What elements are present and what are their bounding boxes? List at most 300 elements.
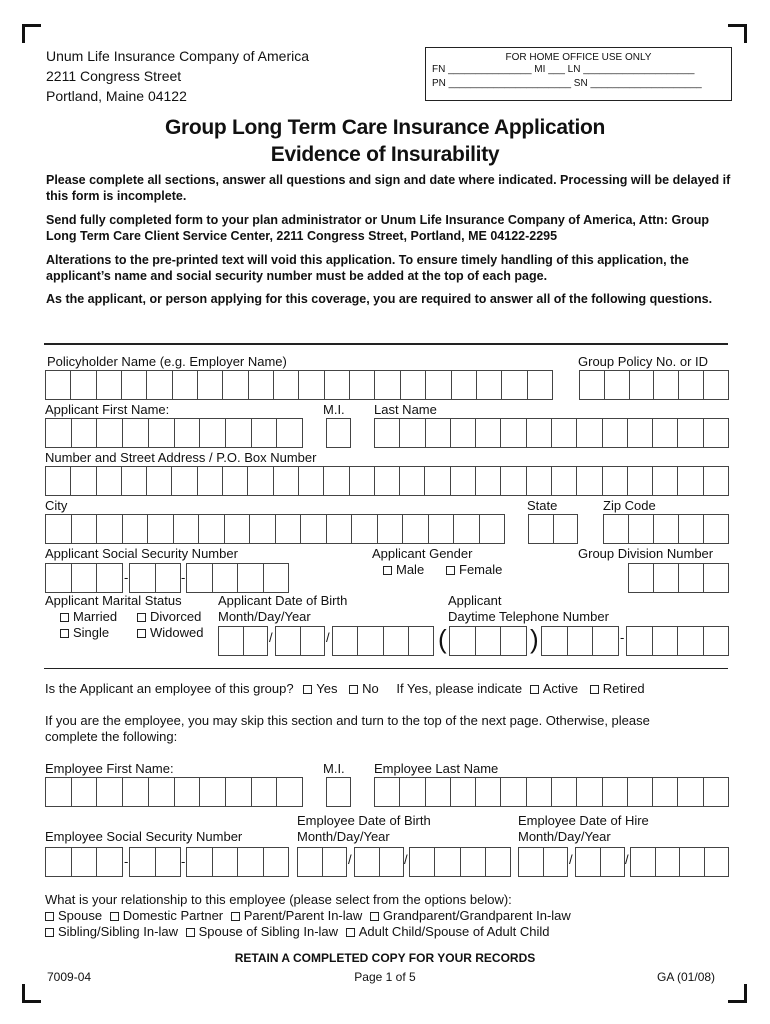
employee-dob-format-label: Month/Day/Year: [297, 829, 390, 844]
character-cell[interactable]: [486, 848, 510, 876]
character-cell[interactable]: [301, 627, 325, 655]
character-cell[interactable]: [175, 778, 201, 806]
character-cell[interactable]: [72, 848, 98, 876]
employee-question-text: Is the Applicant an employee of this group?: [45, 681, 294, 696]
character-cell[interactable]: [147, 371, 172, 399]
spouse-label: Spouse: [58, 908, 103, 923]
yes-option[interactable]: [303, 681, 337, 696]
employee-dob-year-field[interactable]: [409, 847, 511, 877]
relationship-option[interactable]: [110, 908, 223, 923]
character-cell[interactable]: [601, 848, 625, 876]
character-cell[interactable]: [461, 848, 486, 876]
character-cell[interactable]: [629, 564, 654, 592]
character-cell[interactable]: [429, 515, 455, 543]
character-cell[interactable]: [678, 419, 703, 447]
employee-ssn-part-3[interactable]: [186, 847, 289, 877]
character-cell[interactable]: [97, 564, 122, 592]
character-cell[interactable]: [97, 778, 123, 806]
character-cell[interactable]: [552, 467, 577, 495]
character-cell[interactable]: [327, 778, 350, 806]
character-cell[interactable]: [130, 848, 156, 876]
character-cell[interactable]: [426, 778, 451, 806]
character-cell[interactable]: [375, 419, 400, 447]
character-cell[interactable]: [631, 848, 656, 876]
form-title-line-1: Group Long Term Care Insurance Application: [164, 116, 606, 139]
relationship-option[interactable]: [45, 908, 102, 923]
character-cell[interactable]: [577, 419, 602, 447]
character-cell[interactable]: [277, 419, 302, 447]
character-cell[interactable]: [175, 419, 201, 447]
company-street: 2211 Congress Street: [46, 68, 182, 84]
character-cell[interactable]: [653, 467, 678, 495]
character-cell[interactable]: [97, 419, 123, 447]
group-division-field[interactable]: [628, 563, 729, 593]
ssn-part-2[interactable]: [129, 563, 181, 593]
character-cell[interactable]: [264, 564, 289, 592]
character-cell[interactable]: [46, 515, 72, 543]
character-cell[interactable]: [603, 778, 628, 806]
home-office-row-2: PN ______________________ SN ____________________: [432, 78, 702, 89]
character-cell[interactable]: [527, 778, 552, 806]
retired-option[interactable]: [590, 681, 645, 696]
section-divider: [44, 668, 728, 669]
character-cell[interactable]: [264, 848, 289, 876]
phone-dash: -: [620, 630, 625, 645]
relationship-option[interactable]: [370, 908, 571, 923]
divorced-option[interactable]: [137, 609, 201, 625]
character-cell[interactable]: [477, 371, 502, 399]
employee-ssn-part-1[interactable]: [45, 847, 123, 877]
character-cell[interactable]: [476, 467, 501, 495]
character-cell[interactable]: [198, 467, 223, 495]
instruction-3: Alterations to the pre-printed text will void this application. To ensure timely handling of this application, the applicant’s name and social security number must be added at the top of each page.: [46, 253, 689, 283]
character-cell[interactable]: [298, 848, 323, 876]
zip-field[interactable]: [603, 514, 729, 544]
married-label: Married: [73, 609, 118, 624]
character-cell[interactable]: [603, 467, 628, 495]
character-cell[interactable]: [604, 515, 629, 543]
character-cell[interactable]: [544, 848, 568, 876]
character-cell[interactable]: [156, 848, 181, 876]
instruction-2: Send fully completed form to your plan administrator or Unum Life Insurance Company of America, Attn: Group Long Term Care Client Service Center, 2211 Congress Street, Portland, ME 04122-2295: [46, 213, 710, 243]
character-cell[interactable]: [527, 467, 552, 495]
address-field[interactable]: [45, 466, 729, 496]
character-cell[interactable]: [46, 467, 71, 495]
single-label: Single: [73, 625, 110, 640]
employee-last-name-field[interactable]: [374, 777, 729, 807]
grandparent-checkbox[interactable]: [370, 912, 379, 921]
character-cell[interactable]: [576, 848, 601, 876]
character-cell[interactable]: [46, 371, 71, 399]
character-cell[interactable]: [301, 515, 327, 543]
date-slash: /: [269, 630, 273, 645]
character-cell[interactable]: [71, 371, 96, 399]
ssn-dash: -: [124, 854, 129, 869]
character-cell[interactable]: [654, 371, 679, 399]
character-cell[interactable]: [225, 515, 251, 543]
employee-hire-label: Employee Date of Hire: [518, 813, 649, 828]
character-cell[interactable]: [476, 778, 501, 806]
character-cell[interactable]: [403, 515, 429, 543]
character-cell[interactable]: [358, 627, 383, 655]
character-cell[interactable]: [450, 627, 476, 655]
date-slash: /: [625, 852, 629, 867]
company-name: Unum Life Insurance Company of America: [46, 48, 310, 64]
character-cell[interactable]: [501, 419, 526, 447]
character-cell[interactable]: [352, 515, 378, 543]
mi-field[interactable]: [326, 418, 351, 448]
character-cell[interactable]: [276, 627, 301, 655]
character-cell[interactable]: [248, 467, 273, 495]
character-cell[interactable]: [628, 467, 653, 495]
spouse-checkbox[interactable]: [45, 912, 54, 921]
character-cell[interactable]: [605, 371, 630, 399]
character-cell[interactable]: [333, 627, 358, 655]
character-cell[interactable]: [274, 467, 299, 495]
character-cell[interactable]: [628, 778, 653, 806]
first-name-field[interactable]: [45, 418, 303, 448]
character-cell[interactable]: [156, 564, 181, 592]
domestic-partner-checkbox[interactable]: [110, 912, 119, 921]
character-cell[interactable]: [122, 371, 147, 399]
character-cell[interactable]: [355, 848, 380, 876]
city-field[interactable]: [45, 514, 505, 544]
character-cell[interactable]: [375, 467, 400, 495]
no-checkbox[interactable]: [349, 685, 358, 694]
character-cell[interactable]: [149, 419, 175, 447]
character-cell[interactable]: [678, 467, 703, 495]
character-cell[interactable]: [653, 627, 679, 655]
character-cell[interactable]: [501, 627, 526, 655]
character-cell[interactable]: [327, 515, 353, 543]
character-cell[interactable]: [130, 564, 156, 592]
character-cell[interactable]: [704, 515, 728, 543]
character-cell[interactable]: [148, 515, 174, 543]
character-cell[interactable]: [122, 467, 147, 495]
character-cell[interactable]: [72, 778, 98, 806]
character-cell[interactable]: [435, 848, 460, 876]
character-cell[interactable]: [72, 419, 98, 447]
character-cell[interactable]: [409, 627, 433, 655]
character-cell[interactable]: [627, 627, 653, 655]
male-label: Male: [396, 562, 425, 577]
character-cell[interactable]: [200, 778, 226, 806]
single-checkbox[interactable]: [60, 629, 69, 638]
phone-line-field[interactable]: [626, 626, 729, 656]
last-name-label: Last Name: [374, 402, 437, 417]
character-cell[interactable]: [519, 848, 544, 876]
date-slash: /: [348, 852, 352, 867]
character-cell[interactable]: [97, 515, 123, 543]
character-cell[interactable]: [380, 848, 404, 876]
character-cell[interactable]: [226, 778, 252, 806]
company-city: Portland, Maine 04122: [46, 88, 187, 104]
character-cell[interactable]: [580, 371, 605, 399]
character-cell[interactable]: [400, 778, 425, 806]
female-checkbox[interactable]: [446, 566, 455, 575]
character-cell[interactable]: [238, 848, 264, 876]
phone-area-code-field[interactable]: [449, 626, 527, 656]
relationship-option[interactable]: [186, 924, 338, 939]
character-cell[interactable]: [71, 467, 96, 495]
character-cell[interactable]: [577, 467, 602, 495]
gender-female-option[interactable]: [446, 562, 502, 578]
character-cell[interactable]: [123, 515, 149, 543]
character-cell[interactable]: [451, 419, 476, 447]
character-cell[interactable]: [46, 778, 72, 806]
character-cell[interactable]: [123, 778, 149, 806]
character-cell[interactable]: [654, 515, 679, 543]
employee-hire-format-label: Month/Day/Year: [518, 829, 611, 844]
single-option[interactable]: [60, 625, 109, 641]
character-cell[interactable]: [400, 419, 425, 447]
character-cell[interactable]: [378, 515, 404, 543]
character-cell[interactable]: [147, 467, 172, 495]
character-cell[interactable]: [704, 467, 728, 495]
character-cell[interactable]: [426, 371, 451, 399]
state-field[interactable]: [528, 514, 578, 544]
character-cell[interactable]: [704, 627, 729, 655]
character-cell[interactable]: [350, 371, 375, 399]
corner-mark-bottom-left: [22, 984, 41, 1003]
married-option[interactable]: [60, 609, 117, 625]
character-cell[interactable]: [400, 467, 425, 495]
character-cell[interactable]: [198, 371, 223, 399]
character-cell[interactable]: [219, 627, 244, 655]
ssn-dash: -: [181, 854, 186, 869]
last-name-field[interactable]: [374, 418, 729, 448]
character-cell[interactable]: [476, 419, 501, 447]
employee-first-name-field[interactable]: [45, 777, 303, 807]
divorced-checkbox[interactable]: [137, 613, 146, 622]
character-cell[interactable]: [325, 371, 350, 399]
character-cell[interactable]: [384, 627, 409, 655]
character-cell[interactable]: [678, 778, 703, 806]
character-cell[interactable]: [629, 515, 654, 543]
dob-day-field[interactable]: [275, 626, 325, 656]
character-cell[interactable]: [628, 419, 653, 447]
character-cell[interactable]: [425, 467, 450, 495]
character-cell[interactable]: [97, 371, 122, 399]
character-cell[interactable]: [679, 564, 704, 592]
character-cell[interactable]: [705, 848, 729, 876]
character-cell[interactable]: [679, 515, 704, 543]
home-office-title: FOR HOME OFFICE USE ONLY: [505, 52, 652, 63]
character-cell[interactable]: [276, 515, 302, 543]
spouse-of-sibling-checkbox[interactable]: [186, 928, 195, 937]
character-cell[interactable]: [426, 419, 451, 447]
relationship-option[interactable]: [45, 924, 178, 939]
character-cell[interactable]: [187, 848, 213, 876]
character-cell[interactable]: [97, 467, 122, 495]
employee-hire-month-field[interactable]: [518, 847, 568, 877]
policyholder-name-field[interactable]: [45, 370, 553, 400]
character-cell[interactable]: [501, 467, 526, 495]
character-cell[interactable]: [223, 467, 248, 495]
sibling-label: Sibling/Sibling In-law: [58, 924, 178, 939]
character-cell[interactable]: [452, 371, 477, 399]
character-cell[interactable]: [542, 627, 568, 655]
employee-hire-day-field[interactable]: [575, 847, 625, 877]
relationship-question: What is your relationship to this employee (please select from the options below):: [45, 892, 512, 907]
relationship-option[interactable]: [231, 908, 363, 923]
no-label: No: [362, 681, 379, 696]
character-cell[interactable]: [199, 515, 225, 543]
character-cell[interactable]: [680, 848, 705, 876]
active-checkbox[interactable]: [530, 685, 539, 694]
character-cell[interactable]: [173, 371, 198, 399]
city-label: City: [45, 498, 68, 513]
character-cell[interactable]: [46, 564, 72, 592]
character-cell[interactable]: [375, 778, 400, 806]
character-cell[interactable]: [324, 467, 349, 495]
character-cell[interactable]: [223, 371, 248, 399]
form-version: GA (01/08): [657, 970, 716, 984]
character-cell[interactable]: [502, 371, 527, 399]
grandparent-label: Grandparent/Grandparent In-law: [382, 908, 571, 923]
employee-last-name-label: Employee Last Name: [374, 761, 499, 776]
character-cell[interactable]: [451, 467, 476, 495]
sibling-checkbox[interactable]: [45, 928, 54, 937]
character-cell[interactable]: [350, 467, 375, 495]
instruction-1: Please complete all sections, answer all questions and sign and date where indicated. Processing will be delayed if this form is incomplete.: [46, 173, 731, 203]
male-checkbox[interactable]: [383, 566, 392, 575]
character-cell[interactable]: [213, 564, 239, 592]
character-cell[interactable]: [454, 515, 480, 543]
character-cell[interactable]: [299, 467, 324, 495]
employee-mi-label: M.I.: [323, 761, 345, 776]
dob-label: Applicant Date of Birth: [218, 593, 348, 608]
character-cell[interactable]: [401, 371, 426, 399]
character-cell[interactable]: [554, 515, 578, 543]
character-cell[interactable]: [480, 515, 505, 543]
character-cell[interactable]: [704, 778, 728, 806]
ssn-part-1[interactable]: [45, 563, 123, 593]
character-cell[interactable]: [410, 848, 435, 876]
group-division-label: Group Division Number: [578, 546, 714, 561]
dob-year-field[interactable]: [332, 626, 434, 656]
character-cell[interactable]: [97, 848, 122, 876]
widowed-option[interactable]: [137, 625, 203, 641]
character-cell[interactable]: [252, 419, 278, 447]
widowed-checkbox[interactable]: [137, 629, 146, 638]
character-cell[interactable]: [630, 371, 655, 399]
gender-label: Applicant Gender: [372, 546, 473, 561]
ssn-dash: -: [124, 570, 129, 585]
employee-dob-label: Employee Date of Birth: [297, 813, 431, 828]
character-cell[interactable]: [327, 419, 350, 447]
character-cell[interactable]: [528, 371, 552, 399]
character-cell[interactable]: [172, 467, 197, 495]
group-policy-field[interactable]: [579, 370, 729, 400]
marital-label: Applicant Marital Status: [45, 593, 182, 608]
relationship-option[interactable]: [346, 924, 550, 939]
character-cell[interactable]: [653, 778, 678, 806]
character-cell[interactable]: [323, 848, 347, 876]
married-checkbox[interactable]: [60, 613, 69, 622]
yes-label: Yes: [316, 681, 338, 696]
character-cell[interactable]: [174, 515, 200, 543]
dob-month-field[interactable]: [218, 626, 268, 656]
character-cell[interactable]: [72, 564, 98, 592]
character-cell[interactable]: [46, 419, 72, 447]
character-cell[interactable]: [654, 564, 679, 592]
character-cell[interactable]: [252, 778, 278, 806]
character-cell[interactable]: [249, 371, 274, 399]
active-label: Active: [542, 681, 579, 696]
first-name-label: Applicant First Name:: [45, 402, 170, 417]
character-cell[interactable]: [375, 371, 400, 399]
phone-label-1: Applicant: [448, 593, 502, 608]
character-cell[interactable]: [704, 564, 728, 592]
character-cell[interactable]: [476, 627, 502, 655]
character-cell[interactable]: [299, 371, 324, 399]
character-cell[interactable]: [593, 627, 618, 655]
character-cell[interactable]: [149, 778, 175, 806]
ssn-part-3[interactable]: [186, 563, 289, 593]
character-cell[interactable]: [704, 419, 728, 447]
character-cell[interactable]: [187, 564, 213, 592]
spouse-of-sibling-label: Spouse of Sibling In-law: [198, 924, 339, 939]
adult-child-checkbox[interactable]: [346, 928, 355, 937]
character-cell[interactable]: [603, 419, 628, 447]
employee-hire-year-field[interactable]: [630, 847, 729, 877]
retain-notice: RETAIN A COMPLETED COPY FOR YOUR RECORDS: [234, 951, 536, 965]
employee-ssn-label: Employee Social Security Number: [45, 829, 243, 844]
character-cell[interactable]: [274, 371, 299, 399]
character-cell[interactable]: [577, 778, 602, 806]
character-cell[interactable]: [250, 515, 276, 543]
character-cell[interactable]: [501, 778, 526, 806]
character-cell[interactable]: [679, 371, 704, 399]
parent-checkbox[interactable]: [231, 912, 240, 921]
active-option[interactable]: [530, 681, 578, 696]
employee-ssn-part-2[interactable]: [129, 847, 181, 877]
ssn-label: Applicant Social Security Number: [45, 546, 238, 561]
character-cell[interactable]: [244, 627, 268, 655]
character-cell[interactable]: [552, 419, 577, 447]
character-cell[interactable]: [238, 564, 264, 592]
company-address: [46, 46, 309, 106]
character-cell[interactable]: [656, 848, 681, 876]
page-number: Page 1 of 5: [354, 970, 416, 984]
character-cell[interactable]: [226, 419, 252, 447]
employee-dob-month-field[interactable]: [297, 847, 347, 877]
character-cell[interactable]: [451, 778, 476, 806]
character-cell[interactable]: [213, 848, 239, 876]
character-cell[interactable]: [678, 627, 704, 655]
gender-male-option[interactable]: [383, 562, 424, 578]
character-cell[interactable]: [527, 419, 552, 447]
character-cell[interactable]: [123, 419, 149, 447]
character-cell[interactable]: [704, 371, 728, 399]
character-cell[interactable]: [529, 515, 554, 543]
character-cell[interactable]: [552, 778, 577, 806]
employee-dob-day-field[interactable]: [354, 847, 404, 877]
character-cell[interactable]: [46, 848, 72, 876]
retired-checkbox[interactable]: [590, 685, 599, 694]
character-cell[interactable]: [568, 627, 594, 655]
phone-prefix-field[interactable]: [541, 626, 619, 656]
employee-mi-field[interactable]: [326, 777, 351, 807]
yes-checkbox[interactable]: [303, 685, 312, 694]
no-option[interactable]: [349, 681, 379, 696]
character-cell[interactable]: [72, 515, 98, 543]
instruction-4: As the applicant, or person applying for this coverage, you are required to answer all of the following questions.: [46, 292, 713, 306]
character-cell[interactable]: [200, 419, 226, 447]
character-cell[interactable]: [653, 419, 678, 447]
character-cell[interactable]: [277, 778, 302, 806]
